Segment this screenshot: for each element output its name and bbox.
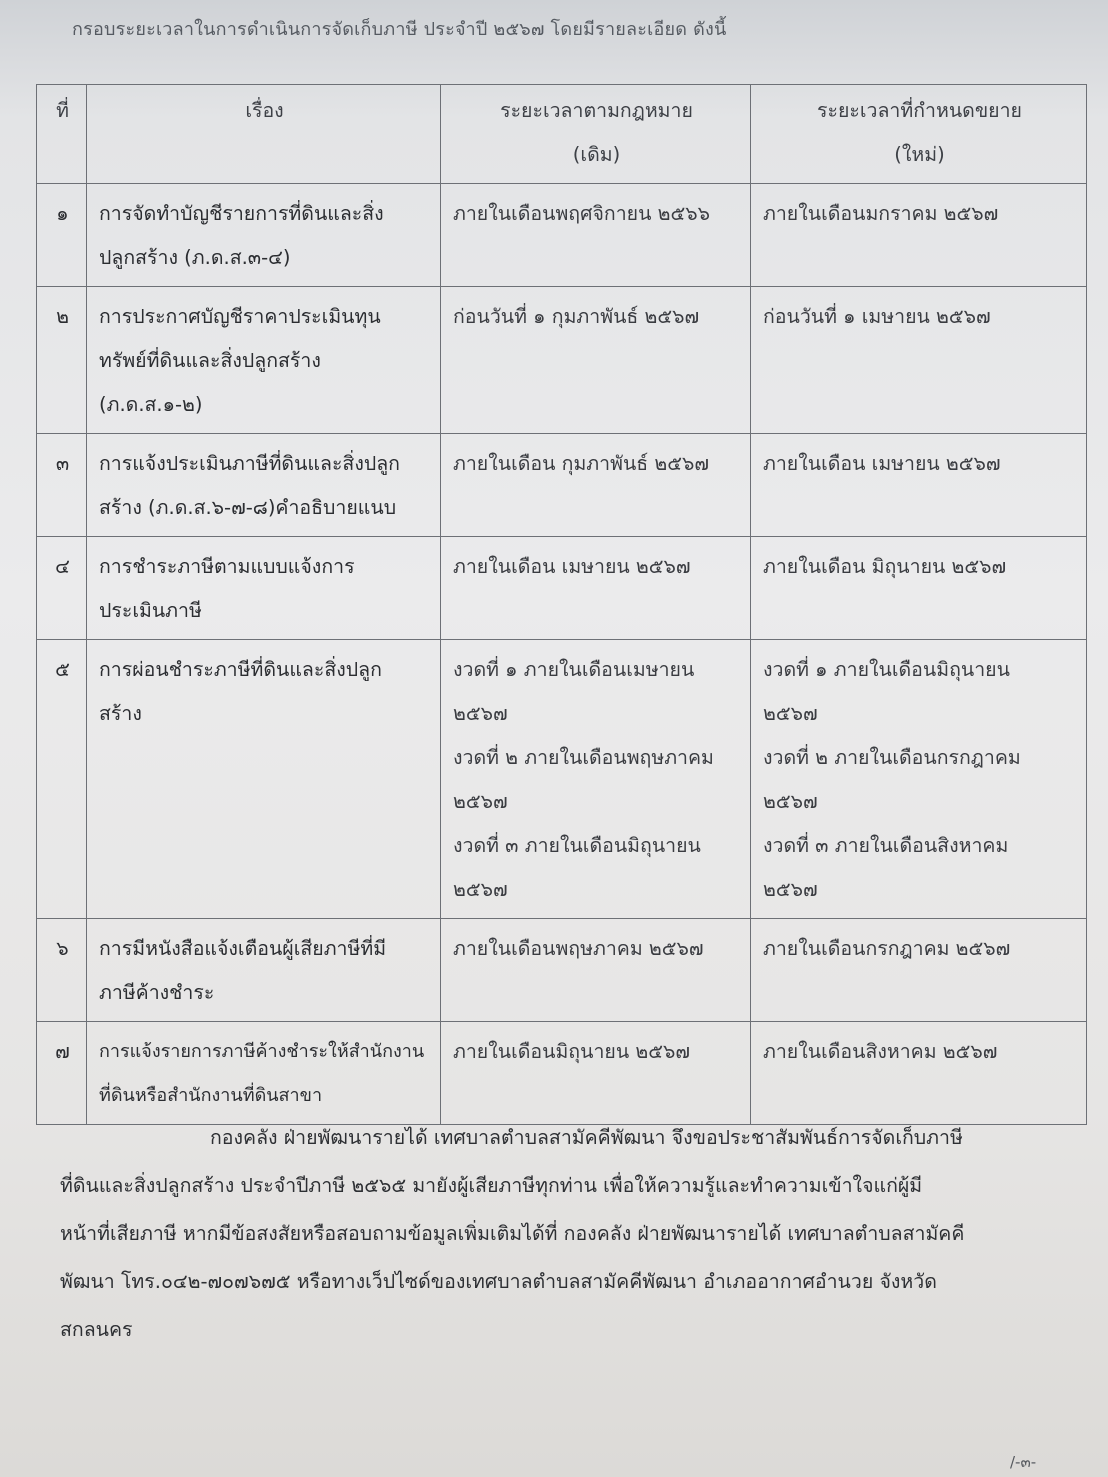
topic-line: การแจ้งรายการภาษีค้างชำระให้สำนักงาน — [99, 1041, 425, 1062]
new-period-line: ภายในเดือนกรกฎาคม ๒๕๖๗ — [763, 937, 1011, 960]
table-row — [37, 287, 1087, 434]
old-period-line: ภายในเดือนพฤษภาคม ๒๕๖๗ — [453, 937, 704, 960]
table-row — [37, 434, 1087, 537]
new-period-cell — [751, 434, 1087, 537]
old-period-cell — [441, 1022, 751, 1125]
row-number: ๗ — [37, 1022, 87, 1125]
row-number: ๒ — [37, 287, 87, 434]
topic-line: ประเมินภาษี — [99, 599, 202, 622]
new-period-cell — [751, 287, 1087, 434]
old-period-cell — [441, 184, 751, 287]
old-period-cell — [441, 919, 751, 1022]
old-period-line: งวดที่ ๒ ภายในเดือนพฤษภาคม — [453, 746, 714, 769]
row-number: ๓ — [37, 434, 87, 537]
new-period-line: ๒๕๖๗ — [763, 878, 818, 901]
table-row — [37, 184, 1087, 287]
new-period-line: งวดที่ ๑ ภายในเดือนมิถุนายน — [763, 658, 1010, 681]
old-period-line: ภายในเดือน กุมภาพันธ์ ๒๕๖๗ — [453, 452, 710, 475]
topic-line: ภาษีค้างชำระ — [99, 981, 215, 1004]
new-period-line: ภายในเดือน เมษายน ๒๕๖๗ — [763, 452, 1001, 475]
intro-heading: กรอบระยะเวลาในการดำเนินการจัดเก็บภาษี ประจำปี ๒๕๖๗ โดยมีรายละเอียด ดังนี้ — [72, 19, 727, 40]
new-period-cell — [751, 1022, 1087, 1125]
topic-line: ปลูกสร้าง (ภ.ด.ส.๓-๔) — [99, 246, 291, 269]
row-number: ๕ — [37, 640, 87, 919]
header-new-line2: (ใหม่) — [894, 143, 945, 166]
old-period-line: ก่อนวันที่ ๑ กุมภาพันธ์ ๒๕๖๗ — [453, 305, 700, 328]
new-period-line: งวดที่ ๓ ภายในเดือนสิงหาคม — [763, 834, 1009, 857]
header-topic: เรื่อง — [87, 85, 441, 184]
header-old-period — [441, 85, 751, 184]
new-period-cell — [751, 919, 1087, 1022]
topic-line: การชำระภาษีตามแบบแจ้งการ — [99, 555, 355, 578]
topic-cell — [87, 640, 441, 919]
old-period-line: งวดที่ ๑ ภายในเดือนเมษายน — [453, 658, 695, 681]
topic-cell — [87, 287, 441, 434]
paragraph-line-1: กองคลัง ฝ่ายพัฒนารายได้ เทศบาลตำบลสามัคคีพัฒนา จึงขอประชาสัมพันธ์การจัดเก็บภาษี — [210, 1126, 963, 1149]
table-row — [37, 1022, 1087, 1125]
old-period-cell — [441, 537, 751, 640]
new-period-line: ๒๕๖๗ — [763, 790, 818, 813]
topic-line: การจัดทำบัญชีรายการที่ดินและสิ่ง — [99, 202, 384, 225]
header-old-line1: ระยะเวลาตามกฎหมาย — [500, 99, 693, 122]
row-number: ๔ — [37, 537, 87, 640]
old-period-line: งวดที่ ๓ ภายในเดือนมิถุนายน — [453, 834, 701, 857]
header-old-line2: (เดิม) — [572, 143, 621, 166]
old-period-cell — [441, 287, 751, 434]
old-period-line: ภายในเดือนพฤศจิกายน ๒๕๖๖ — [453, 202, 710, 225]
new-period-cell — [751, 537, 1087, 640]
paragraph-line-2: ที่ดินและสิ่งปลูกสร้าง ประจำปีภาษี ๒๕๖๕ มายังผู้เสียภาษีทุกท่าน เพื่อให้ความรู้และทำความเข้าใจแก่ผู้มี — [60, 1174, 923, 1197]
paragraph-line-4: พัฒนา โทร.๐๔๒-๗๐๗๖๗๕ หรือทางเว็ปไซด์ของเทศบาลตำบลสามัคคีพัฒนา อำเภออากาศอำนวย จังหวัด — [60, 1270, 937, 1293]
table-row — [37, 640, 1087, 919]
topic-line: สร้าง (ภ.ด.ส.๖-๗-๘)คำอธิบายแนบ — [99, 496, 397, 519]
old-period-line: ๒๕๖๗ — [453, 878, 508, 901]
row-number: ๖ — [37, 919, 87, 1022]
old-period-line: ภายในเดือนมิถุนายน ๒๕๖๗ — [453, 1040, 690, 1063]
topic-line: สร้าง — [99, 702, 142, 725]
topic-cell — [87, 1022, 441, 1125]
topic-cell — [87, 434, 441, 537]
header-new-line1: ระยะเวลาที่กำหนดขยาย — [817, 99, 1022, 122]
topic-cell — [87, 919, 441, 1022]
tax-schedule-table — [36, 84, 1087, 1125]
new-period-line: ภายในเดือนสิงหาคม ๒๕๖๗ — [763, 1040, 998, 1063]
table-header-row — [37, 85, 1087, 184]
row-number: ๑ — [37, 184, 87, 287]
paragraph-line-5: สกลนคร — [60, 1318, 133, 1341]
page-marker: /-๓- — [1010, 1453, 1037, 1471]
topic-line: การแจ้งประเมินภาษีที่ดินและสิ่งปลูก — [99, 452, 400, 475]
old-period-line: ๒๕๖๗ — [453, 702, 508, 725]
topic-line: ทรัพย์ที่ดินและสิ่งปลูกสร้าง — [99, 349, 321, 372]
topic-line: (ภ.ด.ส.๑-๒) — [99, 393, 203, 416]
topic-line: การมีหนังสือแจ้งเตือนผู้เสียภาษีที่มี — [99, 937, 387, 960]
topic-line: ที่ดินหรือสำนักงานที่ดินสาขา — [99, 1085, 323, 1106]
new-period-line: ก่อนวันที่ ๑ เมษายน ๒๕๖๗ — [763, 305, 991, 328]
paragraph-line-3: หน้าที่เสียภาษี หากมีข้อสงสัยหรือสอบถามข้อมูลเพิ่มเติมได้ที่ กองคลัง ฝ่ายพัฒนารายได้ เทศบาลตำบลสามัคคี — [60, 1222, 965, 1245]
old-period-cell — [441, 434, 751, 537]
new-period-line: งวดที่ ๒ ภายในเดือนกรกฎาคม — [763, 746, 1021, 769]
new-period-line: ๒๕๖๗ — [763, 702, 818, 725]
topic-line: การประกาศบัญชีราคาประเมินทุน — [99, 305, 381, 328]
table-row — [37, 919, 1087, 1022]
topic-cell — [87, 537, 441, 640]
new-period-line: ภายในเดือนมกราคม ๒๕๖๗ — [763, 202, 999, 225]
old-period-line: ภายในเดือน เมษายน ๒๕๖๗ — [453, 555, 691, 578]
new-period-cell — [751, 640, 1087, 919]
new-period-line: ภายในเดือน มิถุนายน ๒๕๖๗ — [763, 555, 1007, 578]
topic-line: การผ่อนชำระภาษีที่ดินและสิ่งปลูก — [99, 658, 382, 681]
old-period-line: ๒๕๖๗ — [453, 790, 508, 813]
announcement-paragraph — [60, 1114, 1050, 1354]
header-no: ที่ — [37, 85, 87, 184]
table-row — [37, 537, 1087, 640]
header-new-period — [751, 85, 1087, 184]
new-period-cell — [751, 184, 1087, 287]
old-period-cell — [441, 640, 751, 919]
topic-cell — [87, 184, 441, 287]
